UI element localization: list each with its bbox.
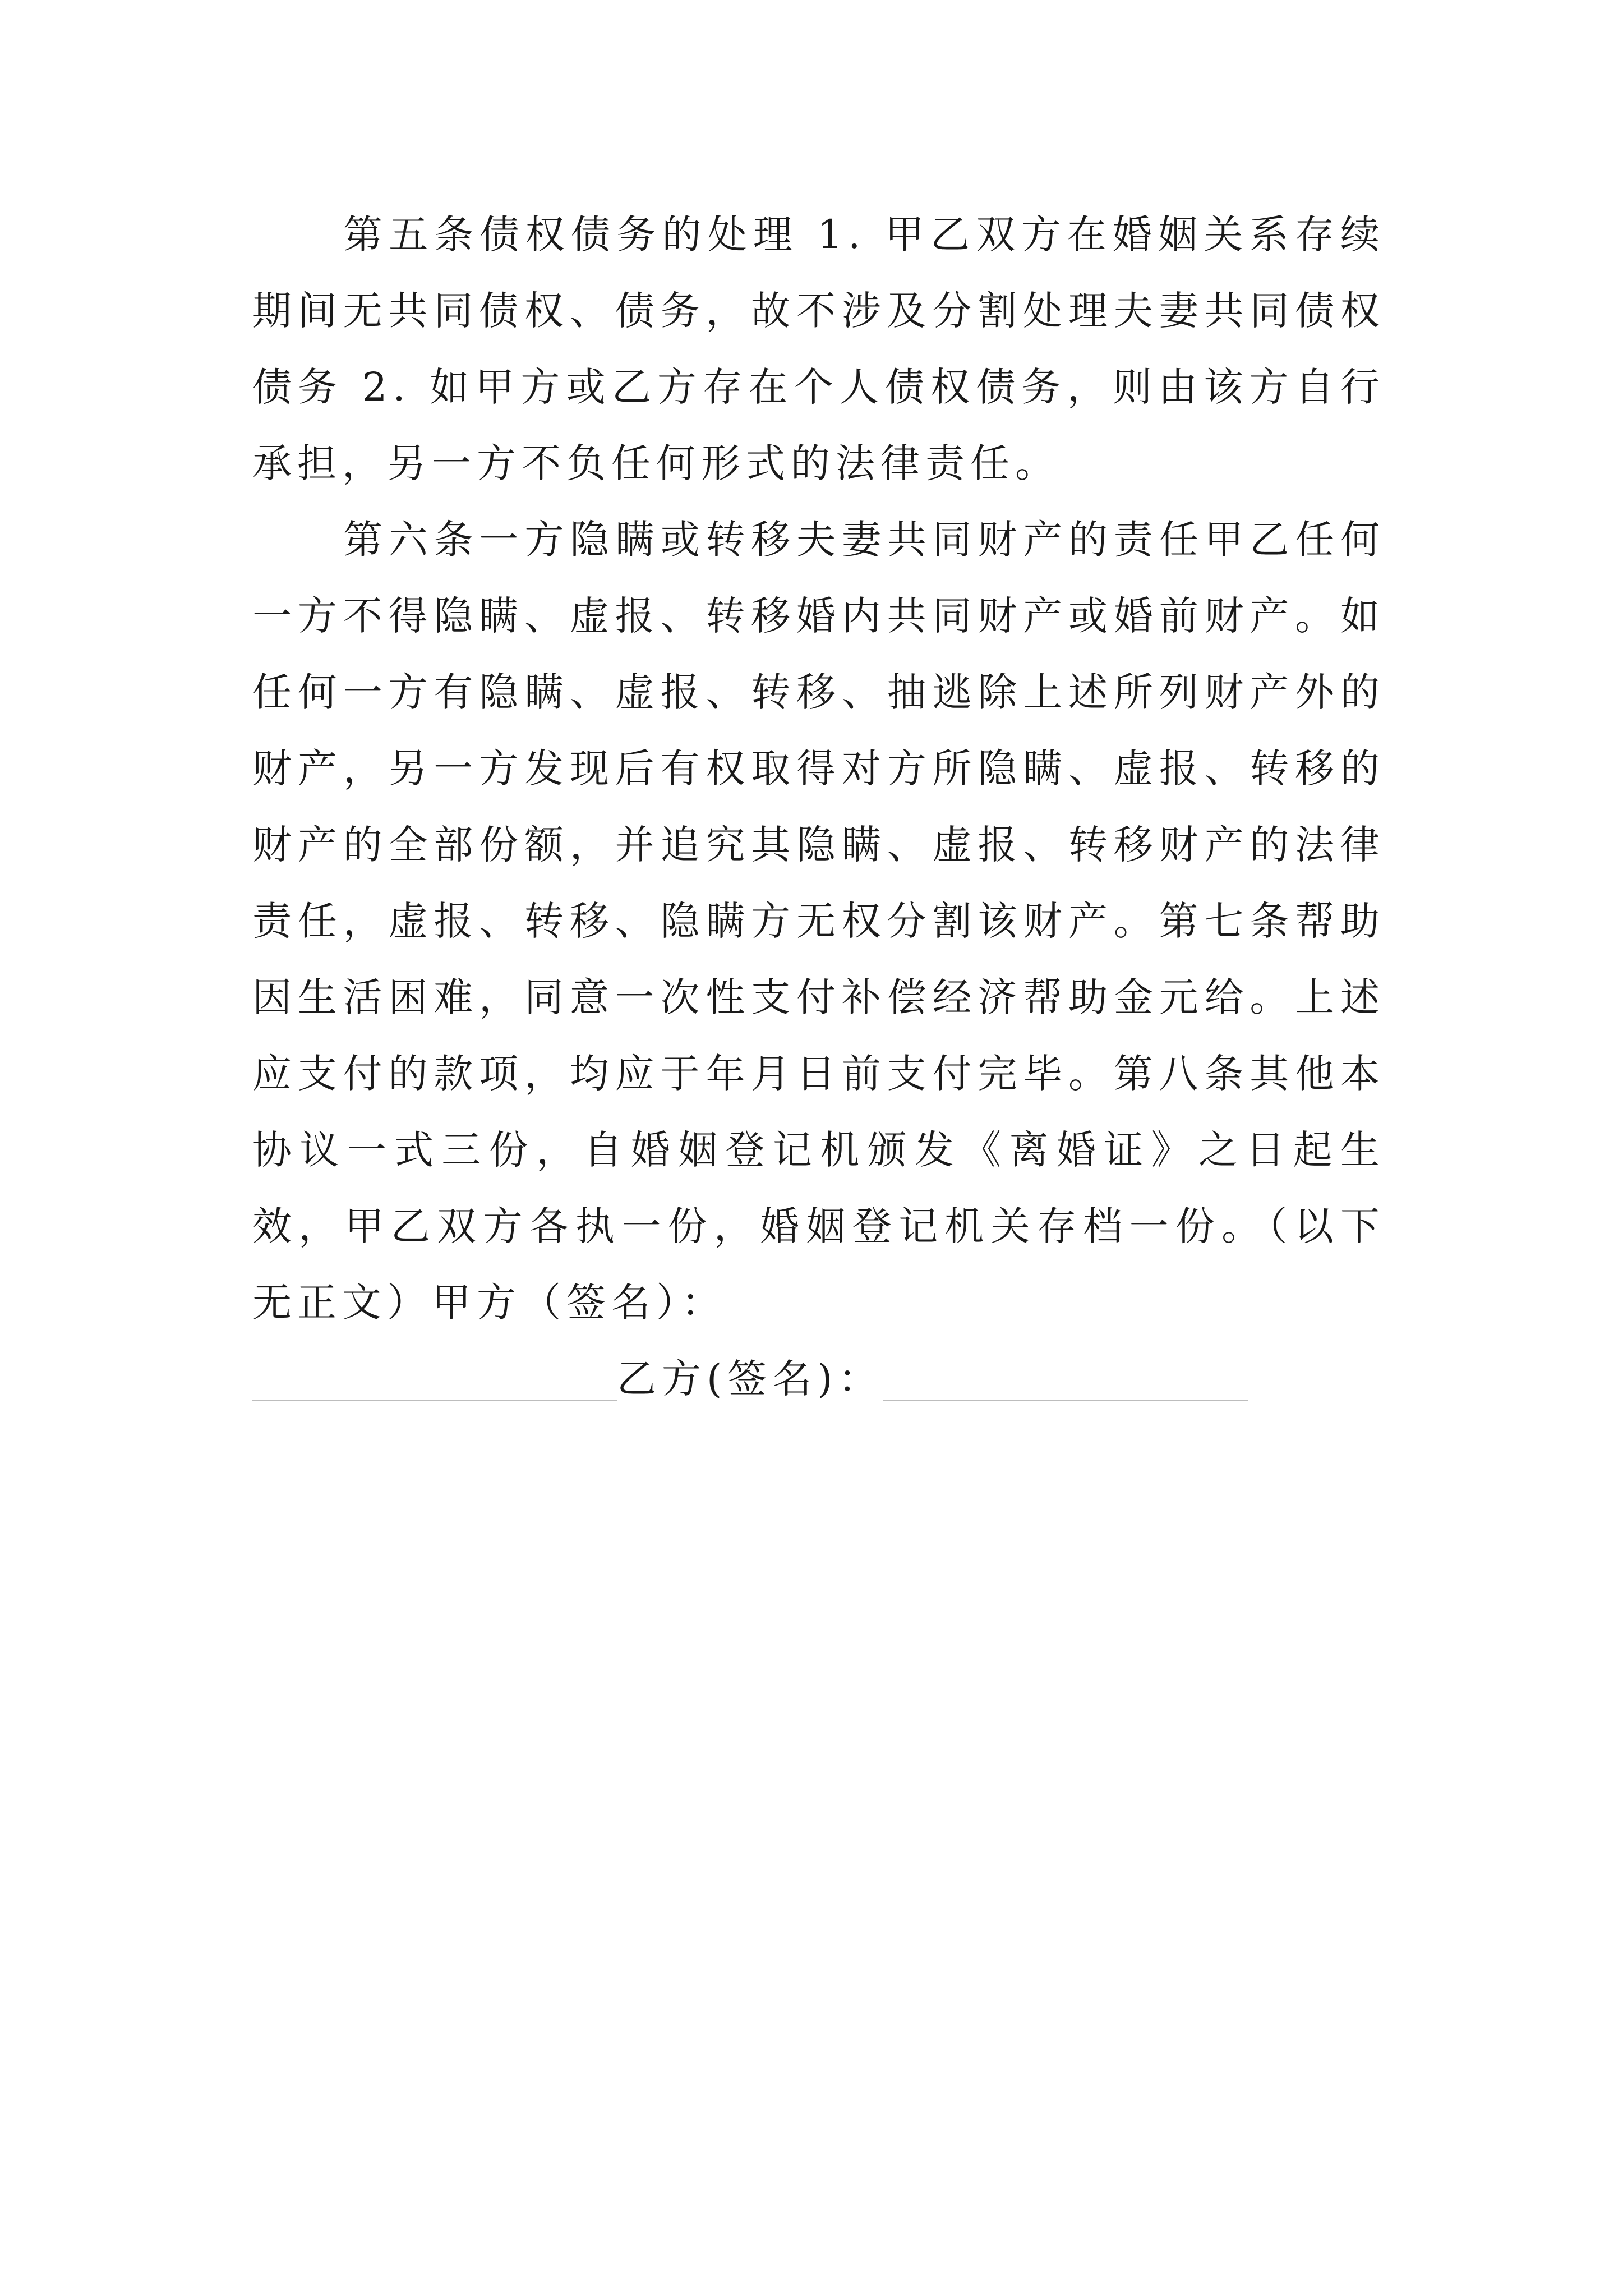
article-5-paragraph: 第五条债权债务的处理 1. 甲乙双方在婚姻关系存续期间无共同债权、债务，故不涉及分割处理夫妻共同债权债务 2. 如甲方或乙方存在个人债权债务，则由该方自行承担，另一方不负任何形式的法律责任。 <box>252 211 1385 486</box>
document-body <box>252 196 1385 1417</box>
party-b-signature-label: 乙方(签名)： <box>617 1356 883 1402</box>
article-6-8-paragraph: 第六条一方隐瞒或转移夫妻共同财产的责任甲乙任何一方不得隐瞒、虚报、转移婚内共同财产或婚前财产。如任何一方有隐瞒、虚报、转移、抽逃除上述所列财产外的财产，另一方发现后有权取得对方所隐瞒、虚报、转移的财产的全部份额，并追究其隐瞒、虚报、转移财产的法律责任，虚报、转移、隐瞒方无权分割该财产。第七条帮助因生活困难，同意一次性支付补偿经济帮助金元给。上述应支付的款项，均应于年月日前支付完毕。第八条其他本协议一式三份，自婚姻登记机颁发《离婚证》之日起生效，甲乙双方各执一份，婚姻登记机关存档一份。（以下无正文）甲方（签名）： <box>252 517 1385 1326</box>
signature-line <box>252 1341 1385 1417</box>
party-b-signature-blank <box>883 1398 1248 1401</box>
party-a-signature-blank <box>252 1398 617 1401</box>
